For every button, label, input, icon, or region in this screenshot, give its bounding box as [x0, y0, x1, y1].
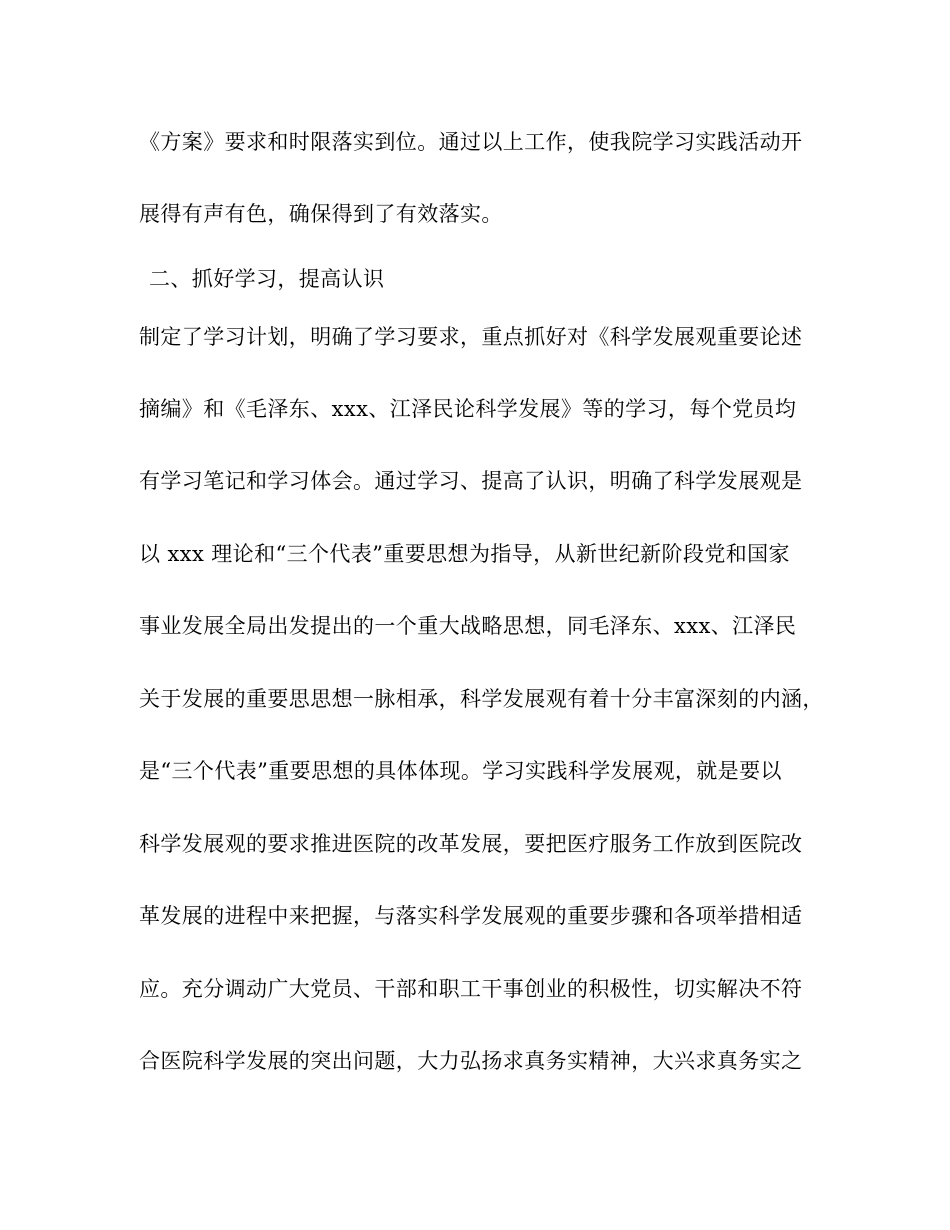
body-text-line: 关于发展的重要思思想一脉相承，科学发展观有着十分丰富深刻的内涵，: [139, 687, 824, 711]
body-text-line: 以 xxx 理论和“三个代表”重要思想为指导，从新世纪新阶段党和国家: [139, 542, 790, 566]
body-text-line: 事业发展全局出发提出的一个重大战略思想，同毛泽东、xxx、江泽民: [139, 614, 797, 638]
body-text-line: 应。充分调动广大党员、干部和职工干事创业的积极性，切实解决不符: [139, 977, 803, 1001]
section-heading: 二、抓好学习，提高认识: [149, 267, 385, 291]
body-text-line: 《方案》要求和时限落实到位。通过以上工作，使我院学习实践活动开: [139, 130, 803, 154]
body-text-line: 有学习笔记和学习体会。通过学习、提高了认识，明确了科学发展观是: [139, 469, 803, 493]
body-text-line: 是“三个代表”重要思想的具体体现。学习实践科学发展观，就是要以: [139, 759, 782, 783]
body-text-line: 革发展的进程中来把握，与落实科学发展观的重要步骤和各项举措相适: [139, 904, 803, 928]
body-text-line: 展得有声有色，确保得到了有效落实。: [139, 202, 503, 226]
body-text-line: 合医院科学发展的突出问题，大力弘扬求真务实精神，大兴求真务实之: [139, 1049, 803, 1073]
body-text-line: 制定了学习计划，明确了学习要求，重点抓好对《科学发展观重要论述: [139, 325, 803, 349]
body-text-line: 科学发展观的要求推进医院的改革发展，要把医疗服务工作放到医院改: [139, 832, 803, 856]
body-text-line: 摘编》和《毛泽东、xxx、江泽民论科学发展》等的学习，每个党员均: [139, 397, 797, 421]
